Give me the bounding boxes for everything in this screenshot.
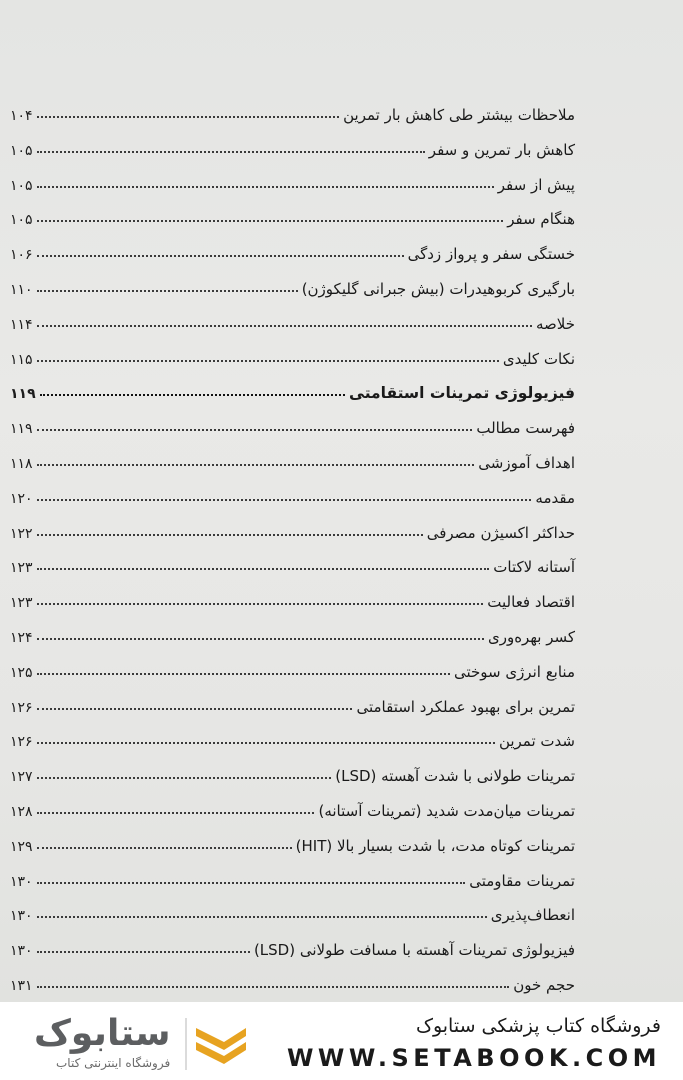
toc-row [10,129,575,159]
toc-dot-leader [37,289,298,292]
toc-entry-title: پیش از سفر [497,175,575,194]
toc-page-number: ۱۲۳ [10,595,33,612]
toc-row [10,755,575,785]
toc-entry-title: حداکثر اکسیژن مصرفی [426,523,575,542]
toc-row [10,198,575,228]
toc-row [10,929,575,959]
toc-entry-title: خلاصه [535,314,575,333]
toc-entry-title: مقدمه [535,488,575,507]
toc-page-number: ۱۱۴ [10,316,33,333]
toc-dot-leader [37,846,292,849]
toc-page-number: ۱۲۶ [10,699,33,716]
setabook-logo-icon [184,1018,248,1070]
toc-entry-title: تمرینات طولانی با شدت آهسته (LSD) [335,767,575,786]
toc-page-number: ۱۳۰ [10,943,33,960]
toc-dot-leader [37,741,495,744]
toc-chapter-row [10,372,575,402]
toc-entry-title: حجم خون [513,976,575,994]
toc-entry-title: شدت تمرین [498,732,575,751]
toc-row [10,686,575,716]
toc-dot-leader [37,567,490,570]
toc-page-number: ۱۲۳ [10,560,33,577]
toc-entry-title: خستگی سفر و پرواز زدگی [407,245,575,264]
toc-row [10,546,575,576]
toc-dot-leader [40,393,345,396]
toc-dot-leader [37,254,404,257]
toc-dot-leader [37,602,484,605]
toc-dot-leader [37,115,340,118]
toc-page-number: ۱۲۵ [10,664,33,681]
toc-page-number: ۱۲۴ [10,630,33,646]
toc-page-number: ۱۰۵ [10,142,33,159]
toc-page-number: ۱۱۰ [10,282,33,298]
toc-entry-title: کسر بهره‌وری [487,628,575,646]
toc-page-number: ۱۰۶ [10,247,33,264]
watermark-footer [0,1002,683,1080]
toc-row [10,512,575,542]
toc-row [10,338,575,368]
toc-row [10,581,575,611]
toc-row [10,164,575,194]
toc-dot-leader [37,950,250,953]
toc-dot-leader [37,428,473,431]
toc-dot-leader [37,185,494,188]
toc-page-number: ۱۲۲ [10,525,33,542]
toc-dot-leader [37,985,510,988]
shop-url: WWW.SETABOOK.COM [286,1044,661,1072]
toc-page-number: ۱۰۵ [10,177,33,194]
toc-entry-title: فیزیولوژی تمرینات آهسته با مسافت طولانی (LSD) [253,941,575,960]
toc-row [10,303,575,333]
toc-row [10,616,575,646]
toc-page-number: ۱۱۹ [10,421,33,438]
setabook-logo-text: ستابوک [34,1013,171,1054]
toc-entry-title: تمرینات میان‌مدت شدید (تمرینات آستانه) [318,802,575,820]
toc-dot-leader [37,637,484,640]
toc-entry-title: نکات کلیدی [502,349,575,368]
toc-row [10,442,575,472]
toc-row [10,860,575,890]
toc-entry-title: ملاحظات بیشتر طی کاهش بار تمرین [343,106,575,124]
toc-page-number: ۱۳۱ [10,978,33,994]
toc-dot-leader [37,533,423,536]
shop-name: فروشگاه کتاب پزشکی ستابوک [415,1015,661,1037]
toc-entry-title: بارگیری کربوهیدرات (بیش جبرانی گلیکوژن) [301,280,575,298]
toc-entry-title: انعطاف‌پذیری [490,906,575,925]
toc-page-number: ۱۰۵ [10,212,33,229]
toc-dot-leader [37,672,450,675]
toc-dot-leader [37,776,332,779]
toc-page-number: ۱۱۵ [10,351,33,368]
toc-page-number: ۱۲۸ [10,804,33,820]
toc-page-number: ۱۳۰ [10,908,33,925]
setabook-logo-subtitle: فروشگاه اینترنتی کتاب [56,1056,171,1070]
toc-entry-title: منابع انرژی سوختی [453,662,575,681]
toc-entry-title: آستانه لاکتات [493,558,575,577]
toc-dot-leader [37,915,487,918]
toc-page-number: ۱۱۹ [10,386,36,403]
toc-page-number: ۱۲۹ [10,838,33,855]
toc-dot-leader [37,463,475,466]
toc-row [10,651,575,681]
toc-page-number: ۱۲۶ [10,734,33,751]
toc-entry-title: تمرینات مقاومتی [469,871,575,890]
toc-dot-leader [37,707,353,710]
toc-row [10,790,575,820]
toc-entry-title: هنگام سفر [507,210,575,229]
toc-entry-title: تمرینات کوتاه مدت، با شدت بسیار بالا (HIT) [295,836,575,855]
toc-row [10,94,575,124]
toc-page-number: ۱۲۷ [10,769,33,786]
toc-page-number: ۱۳۰ [10,873,33,890]
toc-entry-title: فیزیولوژی تمرینات استقامتی [349,384,575,403]
toc-row [10,720,575,750]
toc-entry-title: فهرست مطالب [476,419,575,438]
toc-row [10,268,575,298]
toc-row [10,825,575,855]
toc-row [10,964,575,994]
toc-page-number: ۱۰۴ [10,108,33,124]
toc-entry-title: اهداف آموزشی [478,454,575,472]
toc-page-number: ۱۱۸ [10,456,33,472]
toc-page-number: ۱۲۰ [10,490,33,507]
toc-row [10,894,575,924]
toc-dot-leader [37,150,425,153]
toc-entry-title: اقتصاد فعالیت [487,593,575,612]
toc-dot-leader [37,498,532,501]
toc-row [10,233,575,263]
toc-row [10,477,575,507]
toc-entry-title: کاهش بار تمرین و سفر [428,140,575,159]
toc-dot-leader [37,324,532,327]
toc-dot-leader [37,219,504,222]
toc-entry-title: تمرین برای بهبود عملکرد استقامتی [356,697,575,716]
toc-row [10,407,575,437]
toc-dot-leader [37,881,466,884]
toc-dot-leader [37,811,315,814]
toc-dot-leader [37,359,499,362]
